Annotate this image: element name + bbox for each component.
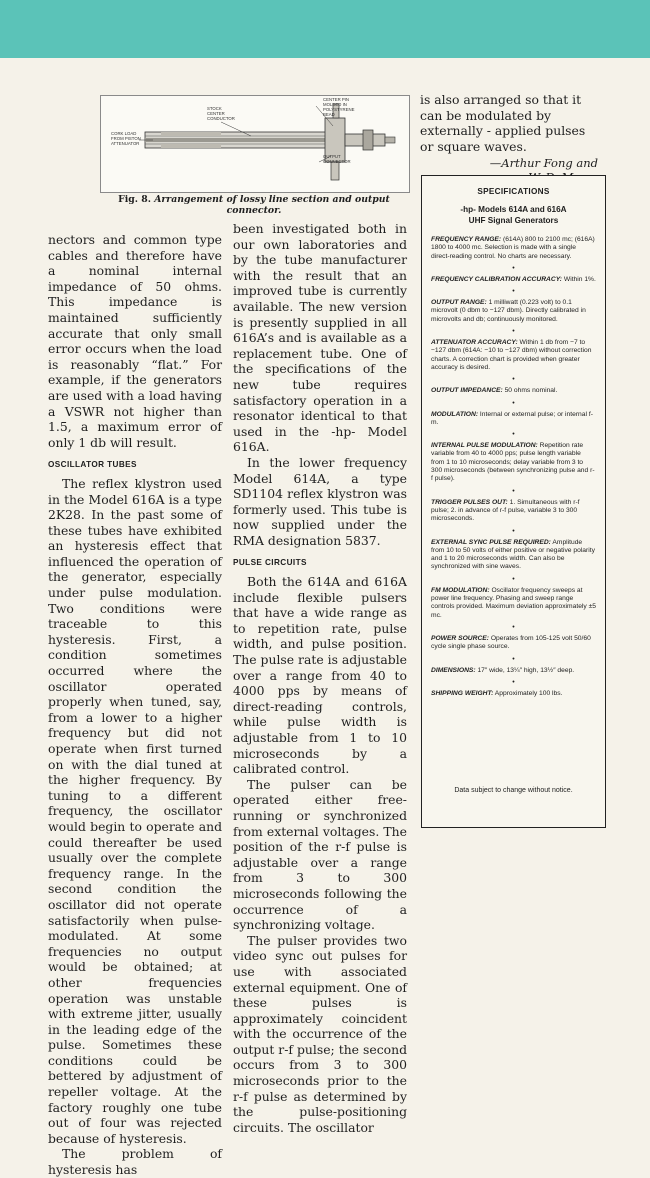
spec-item [431,690,596,698]
label-output-1: OUTPUT [323,154,341,159]
spec-list [431,236,596,698]
label-stock-2: CENTER [207,111,225,116]
label-bead-2: MOLDED IN [323,102,347,107]
paragraph: Both the 614A and 616A include flexible pulsers that have a wide range as to repetition rate, pulse width, and pulse position. The pulse rate is adjustable over a range from 40 to 4000 pps by means of direct-reading controls, while pulse width is adjustable from 1 to 10 microseconds by a calibrated control. [233,574,407,777]
label-bead-1: CENTER PIN [323,97,350,102]
paragraph: The pulser can be operated either free-running or synchronized from external voltages. The position of the r-f pulse is adjustable over a range from 3 to 300 microseconds following the occurrence of a synchronizing voltage. [233,776,407,933]
spec-value: Repetition rate variable from 40 to 4000 pps; pulse length variable from 1 to 10 microseconds; delay variable from 3 to 300 microseconds (between synchronizing pulse and r-f pulse). [431,442,595,483]
caption-text: Arrangement of lossy line section and output connector. [154,194,390,216]
paragraph: nectors and common type cables and therefore have a nominal internal impedance of 50 ohms. This impedance is maintained sufficiently accurate that only small error occurs when the load is reasonably “flat.” For example, if the generators are used with a load having a VSWR not higher than 1.5, a maximum error of only 1 db will result. [48,232,222,450]
spec-item [431,635,596,652]
spec-key: OUTPUT RANGE: [431,299,487,307]
spec-separator-bullet: • [512,678,515,686]
spec-separator-bullet: • [512,575,515,583]
figure-caption [100,194,408,216]
label-cork-2: FROM PISTON [111,136,141,141]
text-column-1 [48,232,222,1178]
paragraph: been investigated both in our own laboratories and by the tube manufacturer with the result that an improved tube is currently available. The new version is presently supplied in all 616A’s and is available as a replacement tube. One of the specifications of the new tube requires satisfactory operation in a resonator identical to that used in the -hp- Model 616A. [233,221,407,455]
label-stock-1: STOCK [207,106,222,111]
spec-item [431,539,596,572]
top-color-band [0,0,650,58]
spec-separator-bullet: • [512,527,515,535]
spec-key: POWER SOURCE: [431,634,489,642]
paragraph: The reflex klystron used in the Model 616A is a type 2K28. In the past some of these tubes have exhibited an hysteresis effect that influenced the operation of the generator, especially under pulse modulation. Two conditions were traceable to this hysteresis. First, a condition sometimes occurred where the oscillator operated properly when tuned, say, from a lower to a higher frequency but did not operate when first turned on with the dial tuned at the higher frequency. By tuning to a different frequency, the oscillator would begin to operate and could thereafter be used usually over the complete frequency range. In the second condition the oscillator did not operate satisfactorily when pulse-modulated. At some frequencies no output would be obtained; at other frequencies operation was unstable with extreme jitter, usually in the leading edge of the pulse. Sometimes these conditions could be bettered by adjustment of repeller voltage. At the factory roughly one tube out of four was rejected because of hysteresis. [48,475,222,1146]
spec-separator-bullet: • [512,487,515,495]
section-heading-pulse-circuits: PULSE CIRCUITS [233,558,307,568]
specs-footnote: Data subject to change without notice. [454,787,573,794]
spec-separator-bullet: • [512,376,515,384]
spec-separator-bullet: • [512,399,515,407]
label-bead-4: BEAD [323,112,335,117]
paragraph: The problem of hysteresis has [48,1146,222,1178]
spec-key: SHIPPING WEIGHT: [431,689,494,697]
label-bead-3: POLYSTYRENE [323,107,355,112]
spec-item [431,667,596,675]
label-stock-3: CONDUCTOR [207,116,235,121]
spec-key: FM MODULATION: [431,586,490,594]
lossy-line-drawing [101,96,409,192]
spec-value: (614A) 800 to 2100 mc; (616A) 1800 to 4000 mc. Selection is made with a single direct-reading control. No charts are necessary. [431,236,595,260]
spec-separator-bullet: • [512,264,515,272]
text-column-2 [233,221,407,1135]
spec-separator-bullet: • [512,431,515,439]
spec-value: Approximately 100 lbs. [494,689,563,697]
spec-key: EXTERNAL SYNC PULSE REQUIRED: [431,538,551,546]
spec-item [431,442,596,483]
spec-key: DIMENSIONS: [431,666,476,674]
section-heading-oscillator-tubes: OSCILLATOR TUBES [48,460,137,470]
spec-key: FREQUENCY RANGE: [431,236,502,243]
paragraph: is also arranged so that it can be modulated by externally - applied pulses or square waves. [420,92,586,154]
spec-item [431,339,596,372]
label-cork-1: CORK LOAD [111,131,137,136]
specs-subtitle-models: -hp- Models 614A and 616A [460,205,567,214]
spec-item [431,499,596,524]
spec-value: Within 1%. [563,275,596,283]
author-signature-1: —Arthur Fong and [489,156,598,171]
spec-key: FREQUENCY CALIBRATION ACCURACY: [431,275,563,283]
figure-8-diagram [100,95,410,193]
spec-separator-bullet: • [512,655,515,663]
spec-item [431,276,596,284]
spec-value: 1. Simultaneous with r-f pulse; 2. in advance of r-f pulse, variable 3 to 300 microseconds. [431,498,580,523]
spec-item [431,299,596,324]
label-output-2: CONNECTOR [323,159,351,164]
spec-key: OUTPUT IMPEDANCE: [431,387,503,395]
spec-value: Operates from 105-125 volt 50/60 cycle single phase source. [431,634,591,651]
paragraph: The pulser provides two video sync out pulses for use with associated external equipment. One of these pulses is approximately coincident with the occurrence of the output r-f pulse; the second occurs from 3 to 300 microseconds prior to the r-f pulse as determined by the pulse-positioning circuits. The oscillator [233,932,407,1135]
spec-value: 50 ohms nominal. [504,387,558,395]
spec-value: Internal or external pulse; or internal f-m. [431,410,593,426]
text-column-3 [420,92,598,184]
spec-separator-bullet: • [512,288,515,296]
spec-item [431,411,596,428]
spec-separator-bullet: • [512,623,515,631]
spec-value: 17″ wide, 13¼″ high, 13½″ deep. [477,666,575,674]
spec-value: Amplitude from 10 to 50 volts of either positive or negative polarity and 1 to 20 microseconds width. Can also be synchronized with sine waves. [431,538,595,571]
caption-prefix: Fig. 8. [118,194,151,205]
spec-separator-bullet: • [512,328,515,336]
spec-item [431,587,596,620]
spec-value: Within 1 db from −7 to −127 dbm (614A: −10 to −127 dbm) without correction charts. A correction chart is provided when greater accuracy is desired. [431,339,592,371]
spec-value: Oscillator frequency sweeps at power line frequency. Phasing and sweep range controls provided. Maximum deviation approximately ±5 mc. [431,586,596,619]
label-cork-3: ATTENUATOR [111,141,140,146]
spec-item [431,236,596,261]
specifications-box [421,175,606,828]
spec-key: ATTENUATOR ACCURACY: [431,339,518,347]
spec-key: INTERNAL PULSE MODULATION: [431,442,538,450]
specs-subtitle-type: UHF Signal Generators [468,216,559,225]
spec-key: MODULATION: [431,410,479,418]
paragraph: In the lower frequency Model 614A, a type SD1104 reflex klystron was formerly used. This tube is now supplied under the RMA designation 5837. [233,454,407,548]
specs-title: SPECIFICATIONS [477,187,550,196]
spec-item [431,387,596,395]
spec-value: 1 milliwatt (0.223 volt) to 0.1 microvolt (0 dbm to −127 dbm). Directly calibrated in microvolts and db; continuously monitored. [431,299,586,323]
spec-key: TRIGGER PULSES OUT: [431,498,508,506]
